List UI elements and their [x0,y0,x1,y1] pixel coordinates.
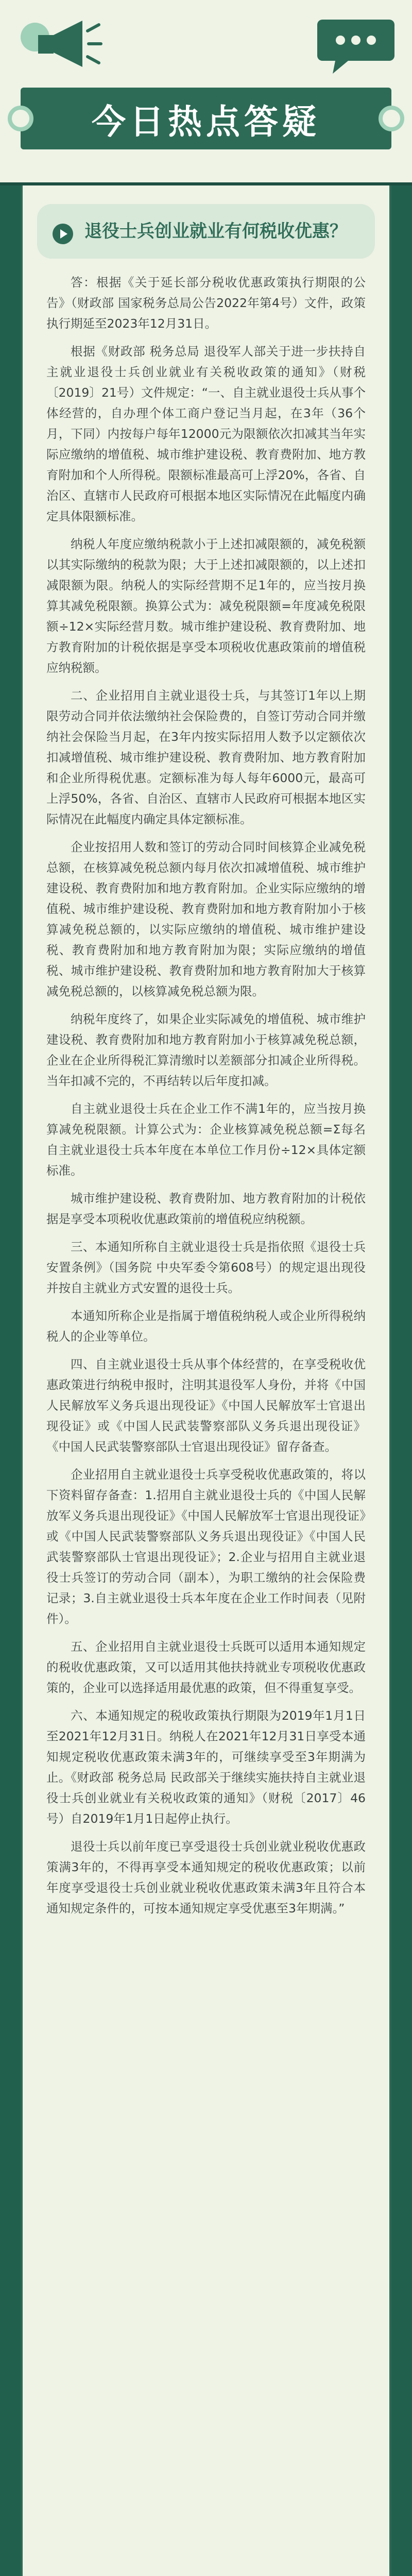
answer-paragraph: 根据《财政部 税务总局 退役军人部关于进一步扶持自主就业退役士兵创业就业有关税收政策的通知》（财税〔2019〕21号）文件规定：“一、自主就业退役士兵从事个体经营的，自办理个体工商户登记当月起，在3年（36个月，下同）内按每户每年12000元为限额依次扣减其当年实际应缴纳的增值税、城市维护建设税、教育费附加、地方教育附加和个人所得税。限额标准最高可上浮20%，各省、自治区、直辖市人民政府可根据本地区实际情况在此幅度内确定具体限额标准。 [46,344,366,523]
content-panel [21,185,391,2576]
answer-paragraph: 六、本通知规定的税收政策执行期限为2019年1月1日至2021年12月31日。纳税人在2021年12月31日享受本通知规定税收优惠政策未满3年的，可继续享受至3年期满为止。《财政部 税务总局 民政部关于继续实施扶持自主就业退役士兵创业就业有关税收政策的通知》（财税〔2017〕46号）自2019年1月1日起停止执行。 [46,1708,366,1826]
answer-paragraph: 企业招用自主就业退役士兵享受税收优惠政策的，将以下资料留存备查：1.招用自主就业退役士兵的《中国人民解放军义务兵退出现役证》《中国人民解放军士官退出现役证》或《中国人民武装警察部队义务兵退出现役证》《中国人民武装警察部队士官退出现役证》；2.企业与招用自主就业退役士兵签订的劳动合同（副本），为职工缴纳的社会保险费记录；3.自主就业退役士兵本年度在企业工作时间表（见附件）。 [46,1467,366,1626]
answer-paragraph: 答：根据《关于延长部分税收优惠政策执行期限的公告》（财政部 国家税务总局公告2022年第4号）文件，政策执行期延至2023年12月31日。 [46,275,366,331]
ring-decoration-left [8,106,33,131]
answer-paragraph: 二、企业招用自主就业退役士兵，与其签订1年以上期限劳动合同并依法缴纳社会保险费的，自签订劳动合同并缴纳社会保险当月起，在3年内按实际招用人数予以定额依次扣减增值税、城市维护建设税、教育费附加、地方教育附加和企业所得税优惠。定额标准为每人每年6000元，最高可上浮50%，各省、自治区、直辖市人民政府可根据本地区实际情况在此幅度内确定具体定额标准。 [46,688,366,826]
title-bar [21,88,391,149]
ring-decoration-right [379,106,404,131]
answer-body [23,272,389,1919]
question-box [37,204,375,259]
answer-paragraph: 纳税年度终了，如果企业实际减免的增值税、城市维护建设税、教育费附加和地方教育附加小于核算减免税总额，企业在企业所得税汇算清缴时以差额部分扣减企业所得税。当年扣减不完的，不再结转以后年度扣减。 [46,1012,366,1088]
chat-bubble-icon [312,9,400,76]
answer-paragraph: 四、自主就业退役士兵从事个体经营的，在享受税收优惠政策进行纳税申报时，注明其退役军人身份，并将《中国人民解放军义务兵退出现役证》《中国人民解放军士官退出现役证》或《中国人民武装警察部队义务兵退出现役证》《中国人民武装警察部队士官退出现役证》留存备查。 [46,1357,366,1454]
page-title: 今日热点答疑 [92,101,320,142]
answer-paragraph: 自主就业退役士兵在企业工作不满1年的，应当按月换算减免税限额。计算公式为：企业核算减免税总额=Σ每名自主就业退役士兵本年度在本单位工作月份÷12×具体定额标准。 [46,1101,366,1178]
play-icon [53,224,73,244]
answer-paragraph: 本通知所称企业是指属于增值税纳税人或企业所得税纳税人的企业等单位。 [46,1309,366,1344]
answer-paragraph: 退役士兵以前年度已享受退役士兵创业就业税收优惠政策满3年的，不得再享受本通知规定的税收优惠政策；以前年度享受退役士兵创业就业税收优惠政策未满3年且符合本通知规定条件的，可按本通知规定享受优惠至3年期满。” [46,1839,366,1916]
answer-paragraph: 三、本通知所称自主就业退役士兵是指依照《退役士兵安置条例》（国务院 中央军委令第608号）的规定退出现役并按自主就业方式安置的退役士兵。 [46,1240,366,1295]
answer-paragraph: 纳税人年度应缴纳税款小于上述扣减限额的，减免税额以其实际缴纳的税款为限；大于上述扣减限额的，以上述扣减限额为限。纳税人的实际经营期不足1年的，应当按月换算其减免税限额。换算公式为：减免税限额=年度减免税限额÷12×实际经营月数。城市维护建设税、教育费附加、地方教育附加的计税依据是享受本项税收优惠政策前的增值税应纳税额。 [46,537,366,675]
megaphone-icon [15,15,103,77]
answer-paragraph: 五、企业招用自主就业退役士兵既可以适用本通知规定的税收优惠政策，又可以适用其他扶持就业专项税收优惠政策的，企业可以选择适用最优惠的政策，但不得重复享受。 [46,1639,366,1695]
answer-paragraph: 城市维护建设税、教育费附加、地方教育附加的计税依据是享受本项税收优惠政策前的增值税应纳税额。 [46,1191,366,1226]
answer-paragraph: 企业按招用人数和签订的劳动合同时间核算企业减免税总额，在核算减免税总额内每月依次扣减增值税、城市维护建设税、教育费附加和地方教育附加。企业实际应缴纳的增值税、城市维护建设税、教育费附加和地方教育附加小于核算减免税总额的，以实际应缴纳的增值税、城市维护建设税、教育费附加和地方教育附加为限；实际应缴纳的增值税、城市维护建设税、教育费附加和地方教育附加大于核算减免税总额的，以核算减免税总额为限。 [46,840,366,998]
header-banner [0,0,412,185]
question-text: 退役士兵创业就业有何税收优惠？ [84,221,347,242]
